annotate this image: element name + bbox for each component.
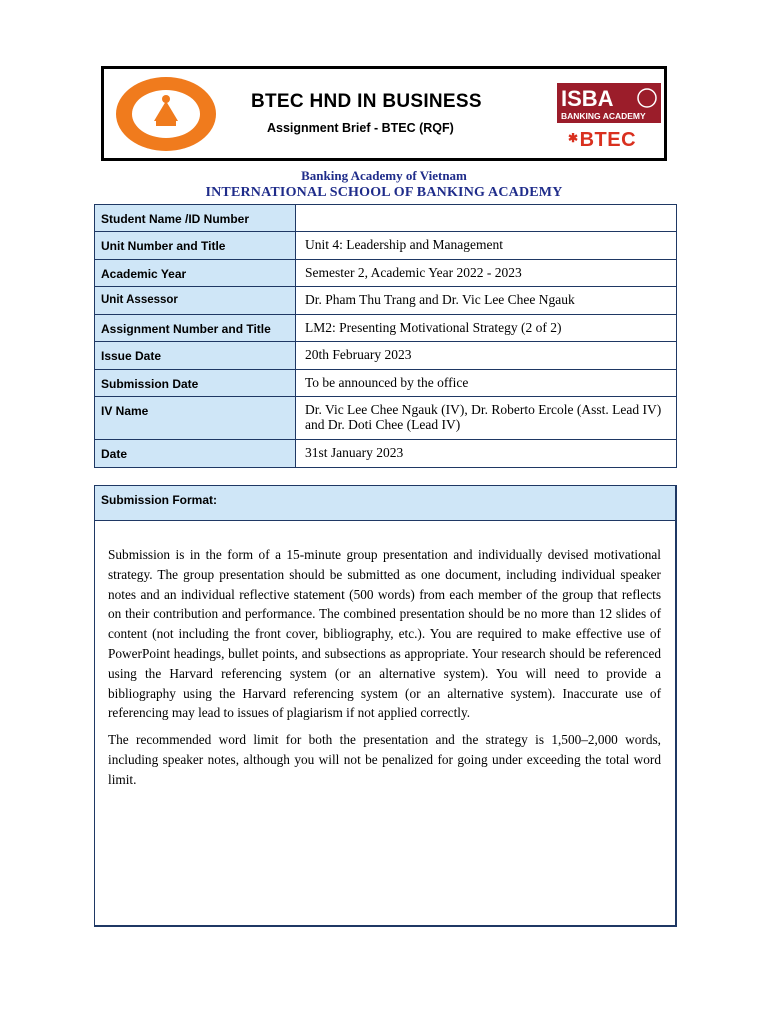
row-label: Submission Date bbox=[95, 370, 296, 397]
banking-academy-logo bbox=[114, 75, 218, 153]
header-banner bbox=[101, 66, 667, 161]
table-row bbox=[95, 342, 677, 370]
btec-logo: ✱BTEC bbox=[568, 129, 637, 151]
row-value: Dr. Pham Thu Trang and Dr. Vic Lee Chee Ngauk bbox=[296, 287, 677, 315]
row-label: Unit Number and Title bbox=[95, 232, 296, 260]
row-value: Dr. Vic Lee Chee Ngauk (IV), Dr. Roberto Ercole (Asst. Lead IV) and Dr. Doti Chee (Lead IV) bbox=[296, 397, 677, 440]
row-value: LM2: Presenting Motivational Strategy (2 of 2) bbox=[296, 315, 677, 342]
row-label: Assignment Number and Title bbox=[95, 315, 296, 342]
row-label: Academic Year bbox=[95, 260, 296, 287]
table-row bbox=[95, 397, 677, 440]
row-value: To be announced by the office bbox=[296, 370, 677, 397]
row-value: 20th February 2023 bbox=[296, 342, 677, 370]
table-row bbox=[95, 205, 677, 232]
table-row bbox=[95, 260, 677, 287]
banner-title: BTEC HND IN BUSINESS bbox=[251, 91, 482, 112]
banner-subtitle: Assignment Brief - BTEC (RQF) bbox=[267, 121, 454, 135]
isba-logo-text: ISBA bbox=[561, 86, 614, 111]
row-value: Unit 4: Leadership and Management bbox=[296, 232, 677, 260]
submission-paragraph: The recommended word limit for both the presentation and the strategy is 1,500–2,000 words, including speaker notes, although you will not be penalized for going under exceeding the total word limit. bbox=[108, 732, 661, 787]
submission-format-body bbox=[95, 521, 675, 790]
row-label: Student Name /ID Number bbox=[95, 205, 296, 232]
row-label: Date bbox=[95, 440, 296, 468]
submission-format-box bbox=[94, 485, 677, 927]
submission-format-heading: Submission Format: bbox=[95, 486, 675, 521]
institution-name: Banking Academy of Vietnam bbox=[301, 168, 467, 183]
table-row bbox=[95, 370, 677, 397]
btec-logo-text: BTEC bbox=[579, 129, 637, 151]
isba-logo-tagline: BANKING ACADEMY bbox=[561, 111, 646, 121]
table-row bbox=[95, 232, 677, 260]
submission-paragraph: Submission is in the form of a 15-minute group presentation and individually devised motivational strategy. The group presentation should be submitted as one document, including individual speaker notes and an individual reflective statement (500 words) from each member of the group that reflects on their contribution and performance. The combined presentation should be no more than 12 slides of content (not including the front cover, bibliography, etc.). You are required to make effective use of PowerPoint headings, bullet points, and subsections as appropriate. Your research should be referenced using the Harvard referencing system (or an alternative system). You will need to provide a bibliography using the Harvard referencing system (or an alternative system). Inaccurate use of referencing may lead to issues of plagiarism if not applied correctly. bbox=[108, 547, 661, 721]
table-row bbox=[95, 440, 677, 468]
isba-logo bbox=[557, 83, 661, 123]
school-name: INTERNATIONAL SCHOOL OF BANKING ACADEMY bbox=[205, 185, 563, 200]
table-row bbox=[95, 315, 677, 342]
row-label: Issue Date bbox=[95, 342, 296, 370]
row-value bbox=[296, 205, 677, 232]
table-row bbox=[95, 287, 677, 315]
row-value: 31st January 2023 bbox=[296, 440, 677, 468]
row-label: IV Name bbox=[95, 397, 296, 440]
row-value: Semester 2, Academic Year 2022 - 2023 bbox=[296, 260, 677, 287]
row-label: Unit Assessor bbox=[95, 287, 296, 315]
assignment-info-table bbox=[94, 204, 677, 468]
